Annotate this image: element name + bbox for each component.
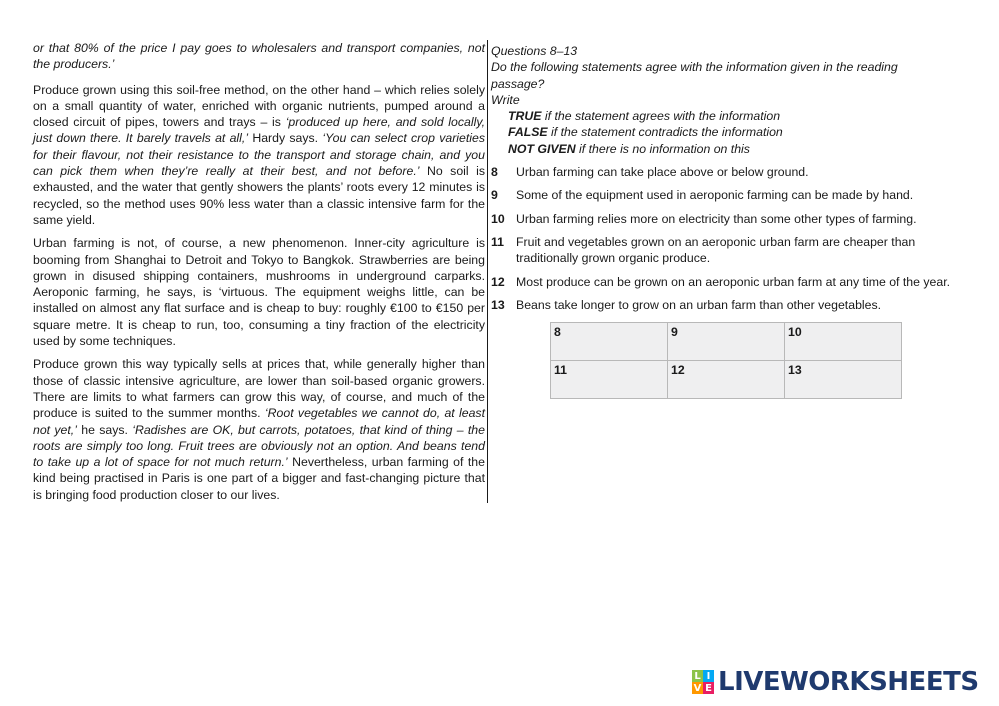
body-text: Hardy says. (248, 131, 323, 146)
column-divider (487, 40, 488, 503)
answer-box-label: 12 (671, 363, 685, 377)
body-text: No soil is exhausted, and the water that gently showers the plants’ roots every 12 minutes is recycled, so the method uses 90% less water than a classic intensive farm for the same yield. (33, 164, 485, 227)
quote-text: ‘Radishes are OK, but carrots, potatoes, that kind of thing – the roots are simply too long. Fruit trees are obviously not an option. And beans tend to take up a lot of space for not much return.’ (33, 422, 485, 470)
questions-instruction: Do the following statements agree with the information given in the reading passage? (491, 60, 898, 91)
logo-badge-letter: I (703, 670, 714, 682)
answer-box-label: 11 (554, 363, 567, 377)
liveworksheets-logo[interactable] (692, 668, 979, 696)
option-false: FALSE if the statement contradicts the information (508, 125, 783, 140)
statement-number: 10 (491, 211, 505, 226)
statement-11 (491, 234, 971, 267)
answer-row (551, 323, 902, 361)
answer-grid (550, 322, 902, 399)
answer-box-label: 9 (671, 325, 678, 339)
write-label: Write (491, 92, 520, 107)
statement-list (491, 164, 971, 313)
option-not-given: NOT GIVEN if there is no information on this (508, 141, 750, 156)
statement-number: 12 (491, 274, 505, 289)
statement-text: Fruit and vegetables grown on an aeroponic urban farm are cheaper than traditionally grown organic produce. (516, 234, 916, 266)
answer-row (551, 361, 902, 399)
statement-number: 11 (491, 234, 504, 249)
answer-box-8[interactable] (551, 323, 668, 361)
passage-paragraph-2 (33, 82, 485, 229)
statement-number: 8 (491, 165, 498, 180)
answer-box-10[interactable] (785, 323, 902, 361)
statement-number: 9 (491, 188, 498, 203)
passage-paragraph-3: Urban farming is not, of course, a new phenomenon. Inner-city agriculture is booming from Shanghai to Detroit and Tokyo to Bangkok. Strawberries are being grown in disused shipping containers, mushrooms in underground carparks. Aeroponic farming, he says, is ‘virtuous. The equipment weighs little, can be installed on almost any flat surface and is cheap to buy: roughly €100 to €150 per square metre. It is cheap to run, too, consuming a tiny fraction of the electricity used by some techniques. (33, 236, 485, 349)
logo-badge-letter: V (693, 682, 702, 694)
answer-box-9[interactable] (668, 323, 785, 361)
answer-box-11[interactable] (551, 361, 668, 399)
statement-text: Beans take longer to grow on an urban farm than other vegetables. (516, 297, 882, 312)
questions-title: Questions 8–13 (491, 44, 578, 58)
body-text: Produce grown using this soil-free method, on the other hand – which relies solely on a small quantity of water, enriched with organic nutrients, pumped around a closed circuit of pipes, towers and trays – is (33, 82, 485, 130)
reading-passage (33, 40, 485, 510)
statement-12 (491, 274, 971, 290)
quote-text: ‘produced up here, and sold locally, just down there. It barely travels at all,’ (33, 115, 485, 146)
body-text: Produce grown this way typically sells at prices that, while generally higher than those of classic intensive agriculture, are lower than soil-based organic growers. There are limits to what farmers can grow this way, of course, and much of the produce is suited to the summer months. (33, 357, 485, 421)
statement-text: Some of the equipment used in aeroponic farming can be made by hand. (516, 188, 914, 203)
body-text: Nevertheless, urban farming of the kind being practised in Paris is one part of a bigger and fast-changing picture that is bringing food production closer to our lives. (33, 455, 485, 502)
answer-box-13[interactable] (785, 361, 902, 399)
answer-box-label: 13 (788, 363, 802, 377)
logo-badge-letter: E (703, 682, 714, 694)
statement-text: Most produce can be grown on an aeroponic urban farm at any time of the year. (516, 274, 951, 289)
statement-text: Urban farming relies more on electricity than some other types of farming. (516, 211, 917, 226)
quote-text: ‘Root vegetables we cannot do, at least not yet,’ (33, 406, 485, 437)
statement-number: 13 (491, 297, 505, 312)
passage-paragraph-1: or that 80% of the price I pay goes to wholesalers and transport companies, not the producers.’ (33, 41, 485, 72)
statement-text: Urban farming can take place above or below ground. (516, 165, 809, 180)
answer-box-label: 10 (788, 325, 802, 339)
passage-paragraph-4 (33, 356, 485, 503)
quote-text: ‘You can select crop varieties for their flavour, not their resistance to the transport and storage chain, and you can pick them when they’re really at their best, and not before.’ (33, 131, 485, 179)
answer-box-12[interactable] (668, 361, 785, 399)
option-true: TRUE if the statement agrees with the information (508, 109, 781, 124)
statement-9 (491, 187, 971, 203)
body-text: he says. (76, 422, 133, 437)
logo-wordmark: LIVEWORKSHEETS (718, 667, 979, 697)
answer-box-label: 8 (554, 325, 561, 339)
statement-8 (491, 164, 971, 180)
logo-badge-icon (692, 670, 714, 694)
logo-badge-letter: L (692, 670, 703, 682)
questions-section (491, 43, 971, 320)
statement-13 (491, 297, 971, 313)
statement-10 (491, 211, 971, 227)
